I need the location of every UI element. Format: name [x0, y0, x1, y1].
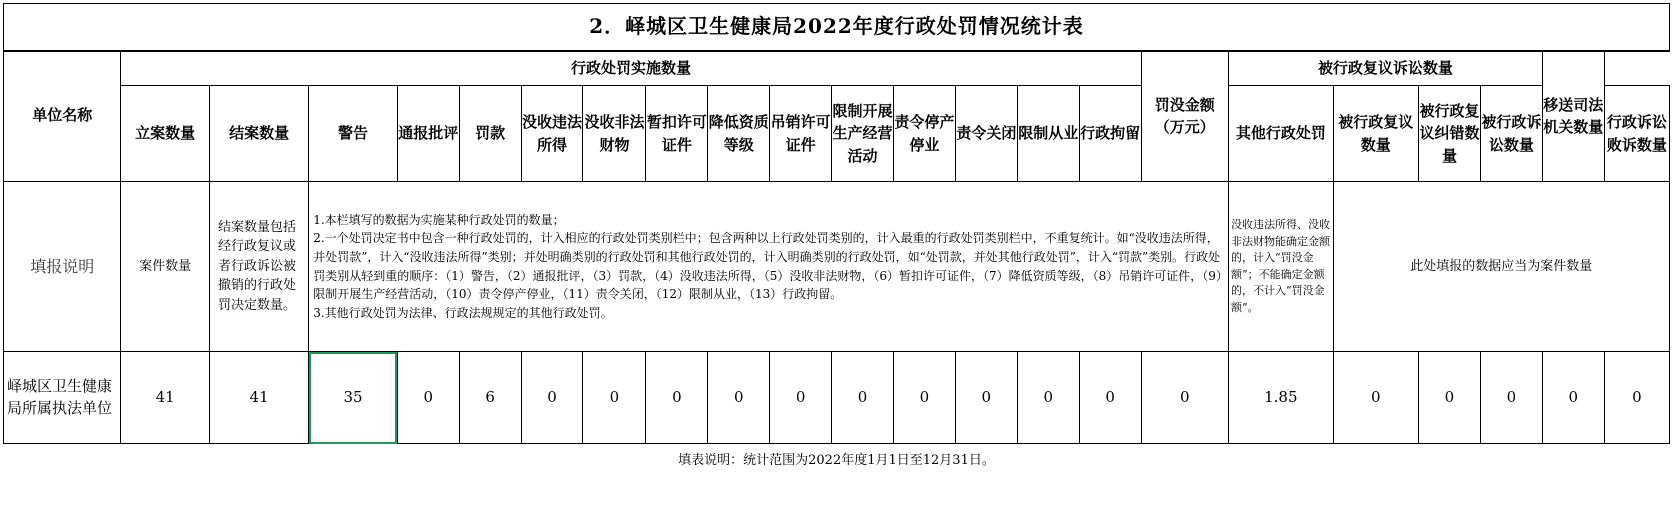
- cell-review-corrected[interactable]: 0: [1419, 352, 1481, 444]
- header-col-fine[interactable]: 罚款: [459, 86, 521, 182]
- notes-main[interactable]: [309, 182, 1229, 352]
- cell-revoke-license[interactable]: 0: [770, 352, 832, 444]
- notes-case-count[interactable]: 案件数量: [121, 182, 210, 352]
- header-col-restrict-operation[interactable]: 限制开展生产经营活动: [832, 86, 894, 182]
- header-col-litigated[interactable]: 被行政诉讼数量: [1480, 86, 1542, 182]
- header-col-revoke-license[interactable]: 吊销许可证件: [770, 86, 832, 182]
- header-col-detention[interactable]: 行政拘留: [1079, 86, 1141, 182]
- header-col-reviewed[interactable]: 被行政复议数量: [1333, 86, 1418, 182]
- header-col-close-down[interactable]: 责令关闭: [955, 86, 1017, 182]
- cell-filed[interactable]: 41: [121, 352, 210, 444]
- header-unit-name[interactable]: 单位名称: [4, 51, 121, 182]
- notes-line-2: 2.一个处罚决定书中包含一种行政处罚的，计入相应的行政处罚类别栏中；包含两种以上行政处罚类别的，计入最重的行政处罚类别栏中，不重复统计。如“没收违法所得，并处罚款”，计入“没收违法所得”类别；并处明确类别的行政处罚和其他行政处罚的，计入明确类别的行政处罚，如“处罚款，并处其他行政处罚”，计入“罚款”类别。行政处罚类别从轻到重的顺序：（1）警告，（2）通报批评，（3）罚款，（4）没收违法所得，（5）没收非法财物，（6）暂扣许可证件，（7）降低资质等级，（8）吊销许可证件，（9）限制开展生产经营活动，（10）责令停产停业，（11）责令关闭，（12）限制从业，（13）行政拘留。: [313, 231, 1222, 302]
- header-col-closed[interactable]: 结案数量: [209, 86, 308, 182]
- cell-transfer[interactable]: 0: [1604, 352, 1669, 444]
- fine-amount-label: 罚没金额: [1154, 95, 1215, 114]
- header-col-litigation-lost[interactable]: 行政诉讼败诉数量: [1604, 86, 1669, 182]
- row-unit-name[interactable]: 峄城区卫生健康局所属执法单位: [4, 352, 121, 444]
- fine-amount-unit: （万元）: [1154, 118, 1215, 137]
- header-col-criticism[interactable]: 通报批评: [397, 86, 459, 182]
- header-review-group[interactable]: 被行政复议诉讼数量: [1229, 51, 1543, 86]
- table-footer[interactable]: 填表说明：统计范围为2022年度1月1日至12月31日。: [678, 453, 995, 469]
- cell-closed[interactable]: 41: [209, 352, 308, 444]
- header-col-warning[interactable]: 警告: [309, 86, 398, 182]
- notes-label[interactable]: 填报说明: [4, 182, 121, 352]
- header-col-lower-qualification[interactable]: 降低资质等级: [708, 86, 770, 182]
- notes-fine[interactable]: 没收违法所得、没收非法财物能确定金额的，计入“罚没金额”；不能确定金额的，不计入“罚没金额”。: [1229, 182, 1334, 352]
- cell-close-down[interactable]: 0: [955, 352, 1017, 444]
- cell-other[interactable]: 0: [1141, 352, 1229, 444]
- header-col-other[interactable]: 其他行政处罚: [1229, 86, 1334, 182]
- cell-fine-amount[interactable]: 1.85: [1229, 352, 1334, 444]
- cell-lower-qualification[interactable]: 0: [708, 352, 770, 444]
- cell-fine[interactable]: 6: [459, 352, 521, 444]
- penalty-statistics-table: [3, 3, 1670, 480]
- table-title[interactable]: 2．峄城区卫生健康局2022年度行政处罚情况统计表: [4, 4, 1670, 51]
- cell-detention[interactable]: 0: [1079, 352, 1141, 444]
- cell-reviewed[interactable]: 0: [1333, 352, 1418, 444]
- header-transfer-judicial[interactable]: 移送司法机关数量: [1542, 51, 1604, 182]
- cell-warning[interactable]: 35: [309, 352, 398, 444]
- notes-line-1: 1.本栏填写的数据为实施某种行政处罚的数量；: [313, 212, 565, 227]
- header-col-confiscate-income[interactable]: 没收违法所得: [521, 86, 583, 182]
- header-col-filed[interactable]: 立案数量: [121, 86, 210, 182]
- cell-criticism[interactable]: 0: [397, 352, 459, 444]
- header-col-stop-production[interactable]: 责令停产停业: [893, 86, 955, 182]
- header-col-confiscate-property[interactable]: 没收非法财物: [583, 86, 646, 182]
- cell-stop-production[interactable]: 0: [893, 352, 955, 444]
- cell-litigation-lost[interactable]: 0: [1542, 352, 1604, 444]
- notes-line-3: 3.其他行政处罚为法律、行政法规规定的其他行政处罚。: [313, 305, 613, 320]
- cell-suspend-license[interactable]: 0: [646, 352, 708, 444]
- header-col-restrict-practice[interactable]: 限制从业: [1017, 86, 1079, 182]
- header-fine-amount[interactable]: [1141, 51, 1229, 182]
- cell-confiscate-property[interactable]: 0: [583, 352, 646, 444]
- header-admin-penalty-group[interactable]: 行政处罚实施数量: [121, 51, 1141, 86]
- header-col-suspend-license[interactable]: 暂扣许可证件: [646, 86, 708, 182]
- notes-closed[interactable]: 结案数量包括经行政复议或者行政诉讼被撤销的行政处罚决定数量。: [209, 182, 308, 352]
- header-col-review-corrected[interactable]: 被行政复议纠错数量: [1419, 86, 1481, 182]
- notes-review[interactable]: 此处填报的数据应当为案件数量: [1333, 182, 1669, 352]
- cell-confiscate-income[interactable]: 0: [521, 352, 583, 444]
- cell-restrict-practice[interactable]: 0: [1017, 352, 1079, 444]
- cell-litigated[interactable]: 0: [1480, 352, 1542, 444]
- cell-restrict-operation[interactable]: 0: [832, 352, 894, 444]
